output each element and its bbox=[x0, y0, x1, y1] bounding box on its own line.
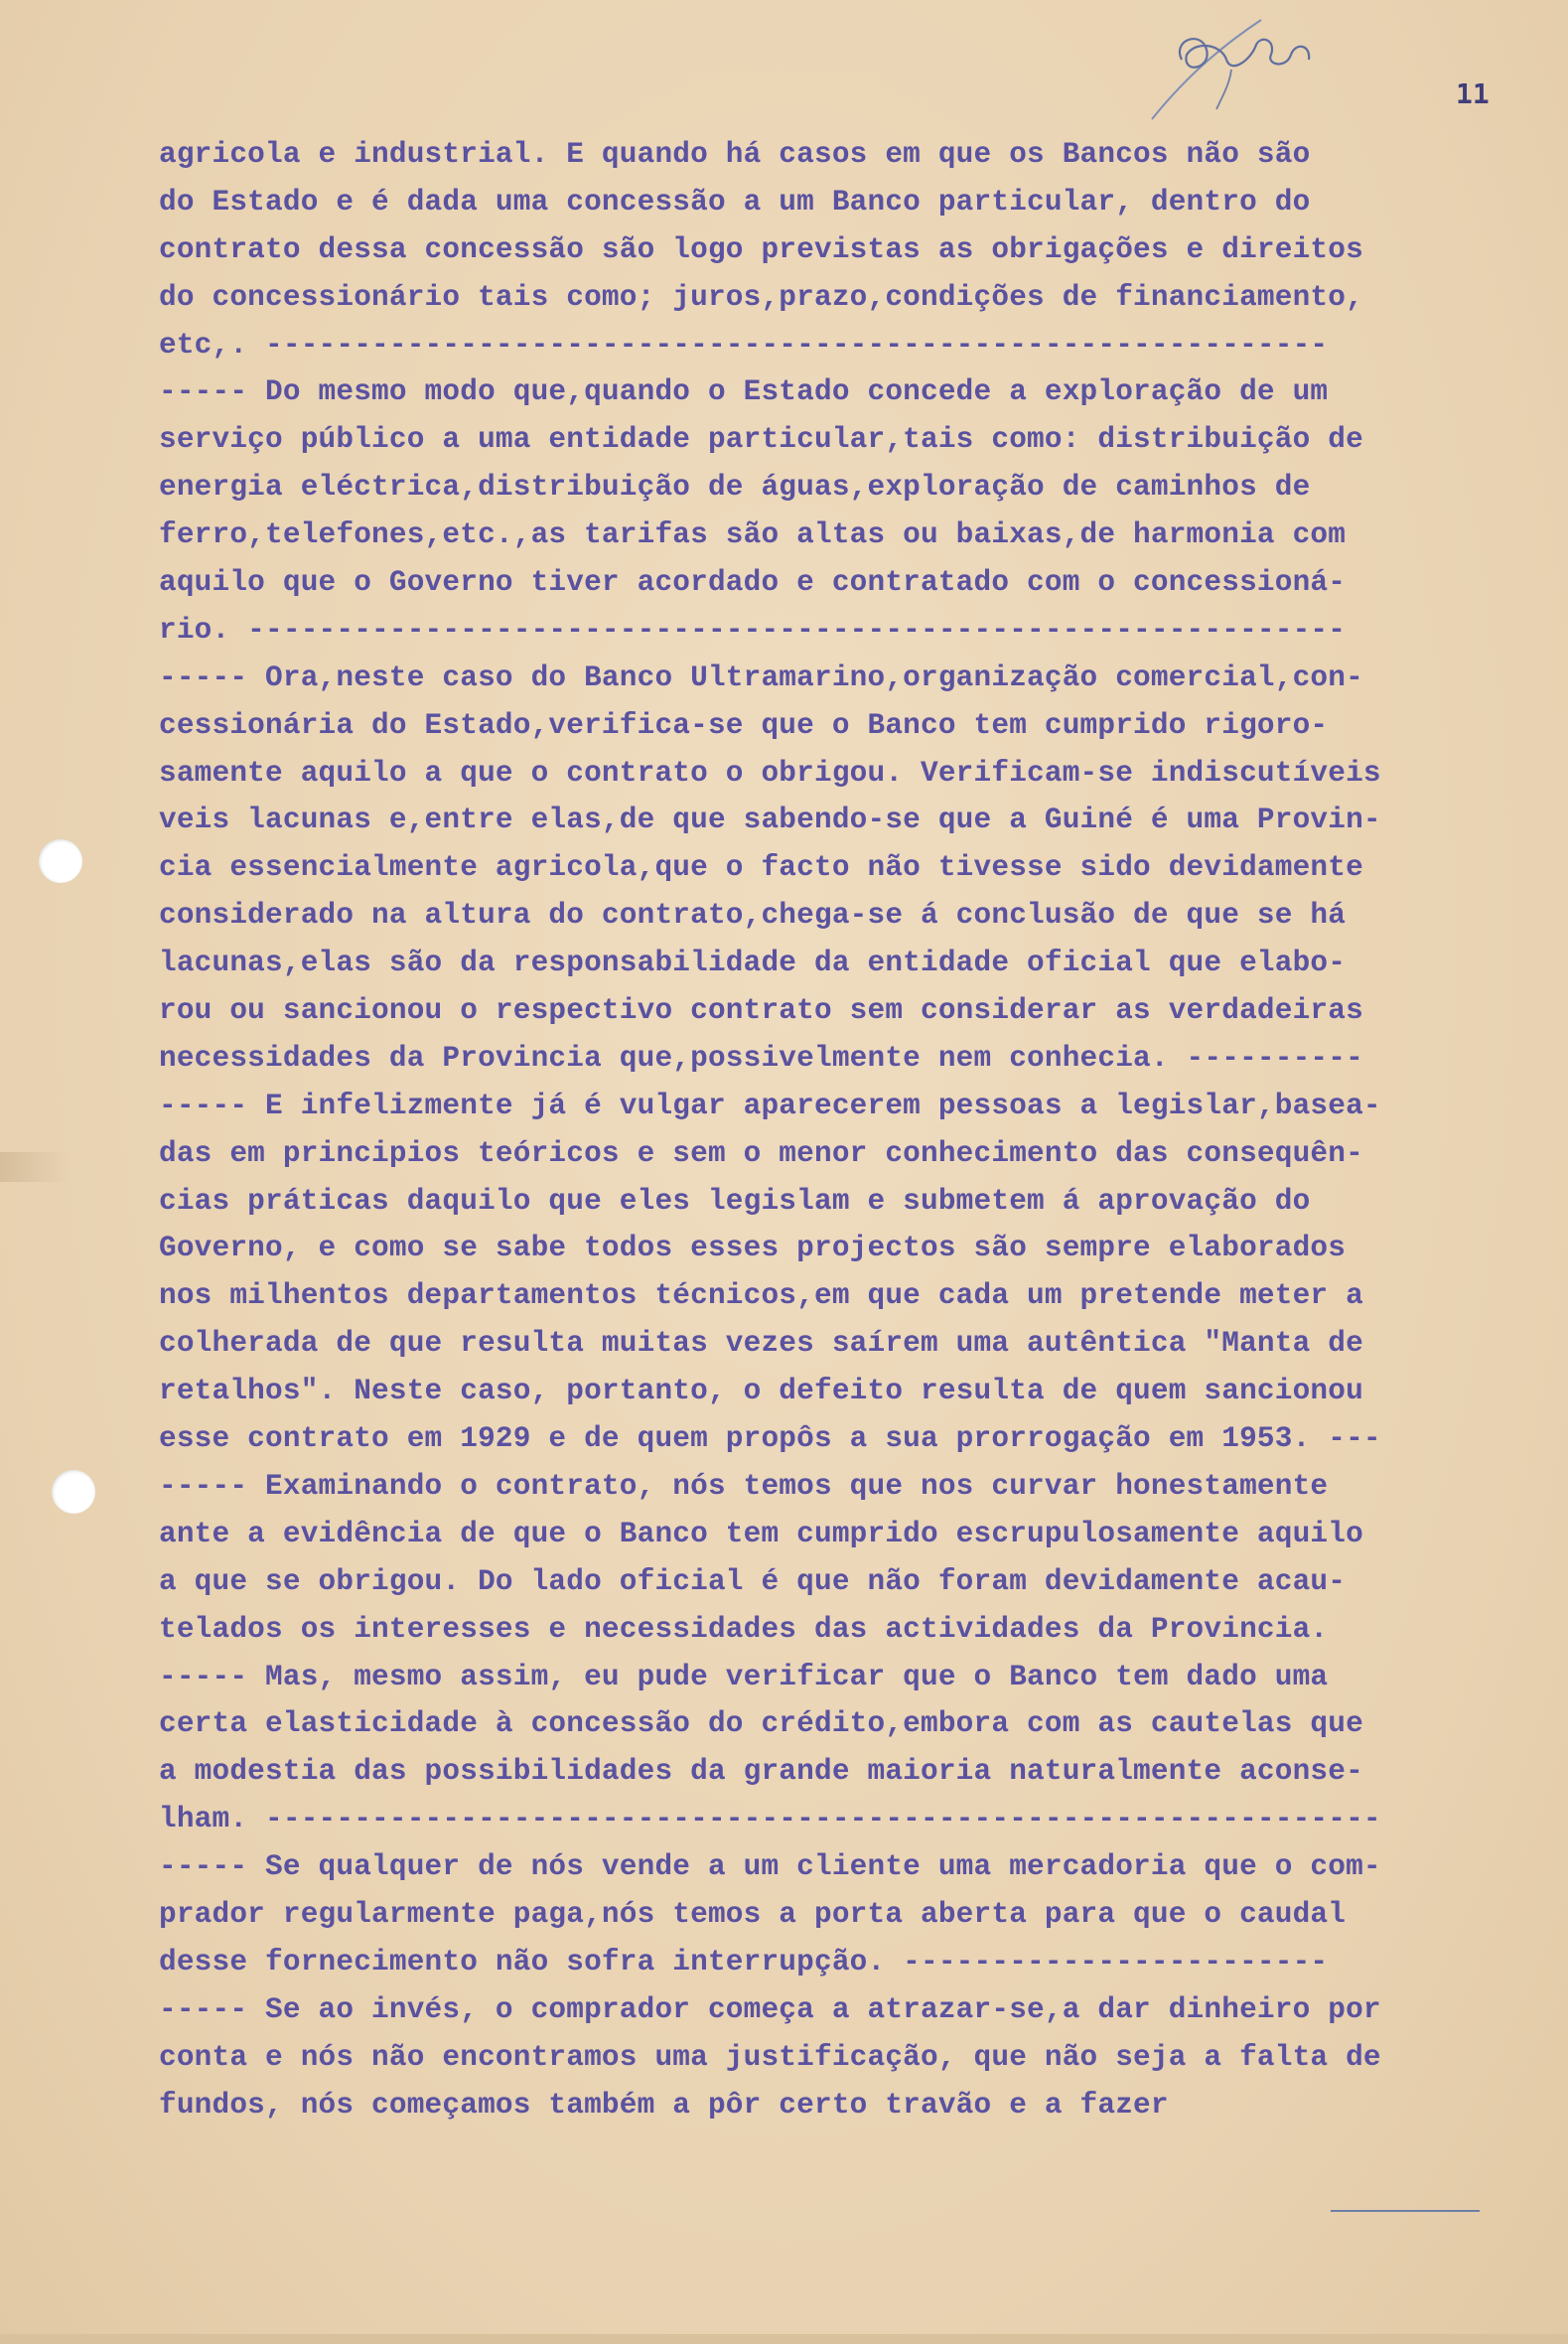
pen-stroke bbox=[1331, 2210, 1480, 2212]
typewritten-body bbox=[159, 131, 1559, 2128]
text-line: energia eléctrica,distribuição de águas,exploração de caminhos de bbox=[159, 471, 1311, 505]
text-line: cessionária do Estado,verifica-se que o Banco tem cumprido rigoro- bbox=[159, 708, 1329, 742]
text-line: lacunas,elas são da responsabilidade da entidade oficial que elabo- bbox=[159, 947, 1347, 980]
text-line: lham. --------------------------------------------------------------- bbox=[159, 1803, 1381, 1836]
text-line: a que se obrigou. Do lado oficial é que não foram devidamente acau- bbox=[159, 1564, 1347, 1598]
text-line: desse fornecimento não sofra interrupção. ------------------------ bbox=[159, 1945, 1329, 1978]
text-line: ferro,telefones,etc.,as tarifas são altas ou baixas,de harmonia com bbox=[159, 518, 1347, 552]
paper-edge bbox=[0, 2334, 1568, 2344]
text-line: ----- Ora,neste caso do Banco Ultramarino,organização comercial,con- bbox=[159, 660, 1363, 694]
text-line: nos milhentos departamentos técnicos,em que cada um pretende meter a bbox=[159, 1279, 1363, 1313]
text-line: aquilo que o Governo tiver acordado e contratado com o concessioná- bbox=[159, 566, 1347, 600]
text-line: telados os interesses e necessidades das actividades da Provincia. bbox=[159, 1612, 1329, 1646]
text-line: das em principios teóricos e sem o menor conhecimento das consequên- bbox=[159, 1136, 1363, 1170]
text-line: fundos, nós começamos também a pôr certo travão e a fazer bbox=[159, 2088, 1169, 2122]
text-line: ----- Se qualquer de nós vende a um cliente uma mercadoria que o com- bbox=[159, 1850, 1381, 1884]
text-line: rio. -------------------------------------------------------------- bbox=[159, 613, 1347, 647]
text-line: retalhos". Neste caso, portanto, o defeito resulta de quem sancionou bbox=[159, 1375, 1363, 1408]
text-line: cias práticas daquilo que eles legislam e submetem á aprovação do bbox=[159, 1184, 1311, 1218]
text-line: considerado na altura do contrato,chega-se á conclusão de que se há bbox=[159, 899, 1347, 933]
text-line: serviço público a uma entidade particular,tais como: distribuição de bbox=[159, 423, 1363, 457]
text-line: a modestia das possibilidades da grande maioria naturalmente aconse- bbox=[159, 1755, 1363, 1789]
text-line: ----- Examinando o contrato, nós temos que nos curvar honestamente bbox=[159, 1469, 1329, 1503]
text-line: necessidades da Provincia que,possivelmente nem conhecia. ---------- bbox=[159, 1041, 1363, 1075]
punch-hole-top bbox=[39, 839, 82, 883]
page-number: 11 bbox=[1456, 77, 1490, 110]
text-line: veis lacunas e,entre elas,de que sabendo-se que a Guiné é uma Provin- bbox=[159, 804, 1381, 837]
text-line: samente aquilo a que o contrato o obrigou. Verificam-se indiscutíveis bbox=[159, 756, 1381, 790]
handwritten-signature bbox=[1112, 0, 1370, 149]
text-line: ----- Se ao invés, o comprador começa a atrazar-se,a dar dinheiro por bbox=[159, 1992, 1381, 2026]
text-line: conta e nós não encontramos uma justificação, que não seja a falta de bbox=[159, 2040, 1381, 2074]
text-line: Governo, e como se sabe todos esses projectos são sempre elaborados bbox=[159, 1232, 1347, 1265]
text-line: ante a evidência de que o Banco tem cumprido escrupulosamente aquilo bbox=[159, 1517, 1363, 1550]
text-line: do concessionário tais como; juros,prazo,condições de financiamento, bbox=[159, 280, 1363, 314]
text-line: certa elasticidade à concessão do crédito,embora com as cautelas que bbox=[159, 1707, 1363, 1741]
paper-crease bbox=[0, 1152, 70, 1182]
text-line: ----- E infelizmente já é vulgar aparecerem pessoas a legislar,basea- bbox=[159, 1089, 1381, 1122]
text-line: do Estado e é dada uma concessão a um Banco particular, dentro do bbox=[159, 185, 1311, 219]
text-line: contrato dessa concessão são logo previstas as obrigações e direitos bbox=[159, 232, 1363, 266]
text-line: rou ou sancionou o respectivo contrato sem considerar as verdadeiras bbox=[159, 994, 1363, 1028]
text-line: agricola e industrial. E quando há casos em que os Bancos não são bbox=[159, 138, 1311, 171]
punch-hole-bottom bbox=[52, 1470, 95, 1514]
text-line: ----- Do mesmo modo que,quando o Estado concede a exploração de um bbox=[159, 375, 1329, 409]
text-line: colherada de que resulta muitas vezes saírem uma autêntica "Manta de bbox=[159, 1327, 1363, 1361]
text-line: esse contrato em 1929 e de quem propôs a sua prorrogação em 1953. --- bbox=[159, 1422, 1381, 1456]
text-line: cia essencialmente agricola,que o facto não tivesse sido devidamente bbox=[159, 851, 1363, 885]
text-line: etc,. ------------------------------------------------------------ bbox=[159, 328, 1329, 362]
text-line: ----- Mas, mesmo assim, eu pude verificar que o Banco tem dado uma bbox=[159, 1660, 1329, 1693]
text-line: prador regularmente paga,nós temos a porta aberta para que o caudal bbox=[159, 1897, 1347, 1931]
